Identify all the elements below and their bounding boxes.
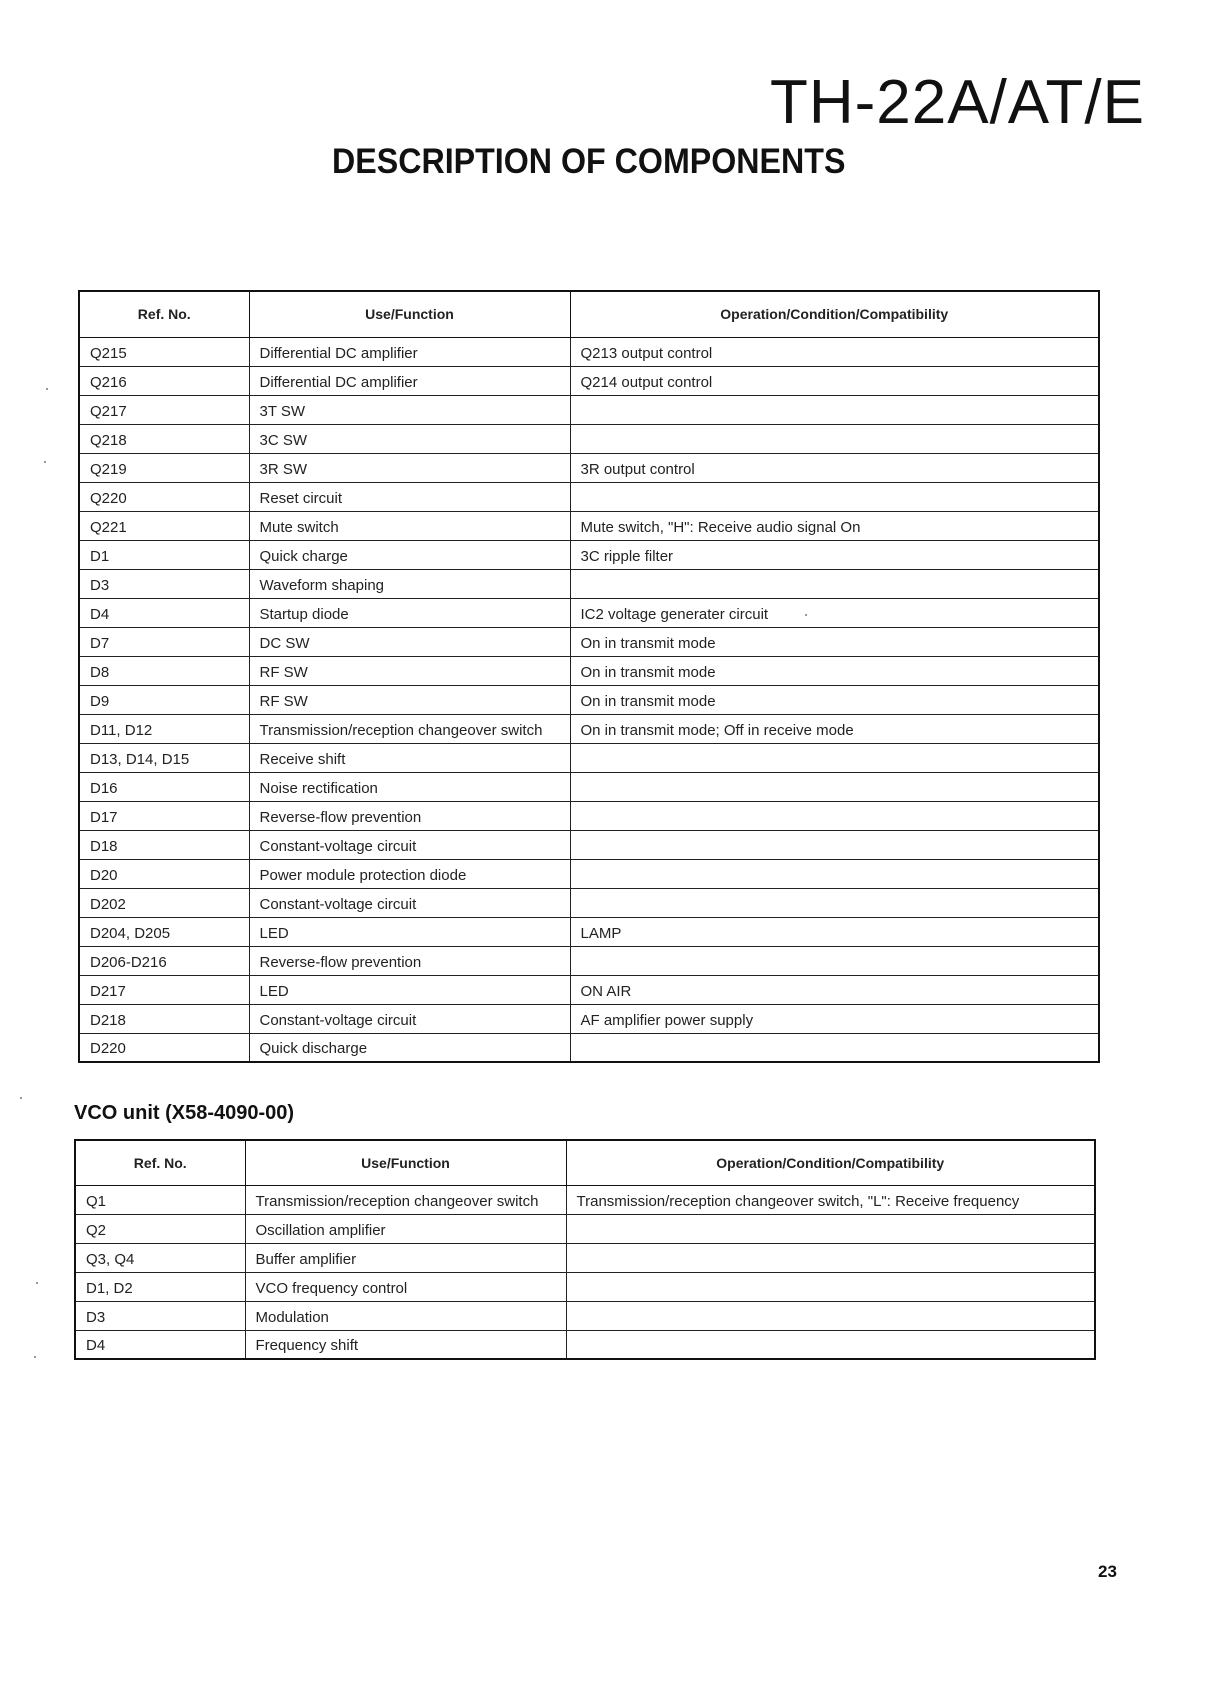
scan-speck: [805, 614, 807, 616]
table-row: [79, 714, 1099, 743]
operation-cell: [570, 743, 1099, 772]
ref-no-cell: D7: [79, 627, 249, 656]
operation-cell: [570, 772, 1099, 801]
table-row: [79, 424, 1099, 453]
operation-cell: [566, 1243, 1095, 1272]
operation-cell: [566, 1214, 1095, 1243]
ref-no-cell: D11, D12: [79, 714, 249, 743]
ref-no-cell: D20: [79, 859, 249, 888]
ref-no-cell: Q218: [79, 424, 249, 453]
operation-cell: On in transmit mode: [570, 656, 1099, 685]
table-row: [79, 598, 1099, 627]
operation-cell: [566, 1301, 1095, 1330]
use-function-cell: Power module protection diode: [249, 859, 570, 888]
use-function-cell: Constant-voltage circuit: [249, 888, 570, 917]
column-header-ref-no: Ref. No.: [75, 1140, 245, 1185]
operation-cell: [570, 569, 1099, 598]
ref-no-cell: D17: [79, 801, 249, 830]
table-row: [79, 801, 1099, 830]
table-row: [79, 366, 1099, 395]
operation-cell: 3R output control: [570, 453, 1099, 482]
operation-cell: [570, 801, 1099, 830]
table-row: [79, 395, 1099, 424]
ref-no-cell: D1, D2: [75, 1272, 245, 1301]
ref-no-cell: D202: [79, 888, 249, 917]
ref-no-cell: Q3, Q4: [75, 1243, 245, 1272]
use-function-cell: Oscillation amplifier: [245, 1214, 566, 1243]
operation-cell: On in transmit mode; Off in receive mode: [570, 714, 1099, 743]
operation-cell: [570, 946, 1099, 975]
ref-no-cell: D4: [75, 1330, 245, 1359]
use-function-cell: Quick discharge: [249, 1033, 570, 1062]
ref-no-cell: D3: [79, 569, 249, 598]
use-function-cell: Mute switch: [249, 511, 570, 540]
use-function-cell: Startup diode: [249, 598, 570, 627]
table-row: [75, 1243, 1095, 1272]
operation-cell: On in transmit mode: [570, 627, 1099, 656]
table-row: [79, 917, 1099, 946]
table-row: [79, 482, 1099, 511]
model-title: TH-22A/AT/E: [769, 68, 1145, 137]
operation-cell: [570, 424, 1099, 453]
ref-no-cell: Q220: [79, 482, 249, 511]
table-row: [79, 1033, 1099, 1062]
table-row: [79, 627, 1099, 656]
operation-cell: [566, 1330, 1095, 1359]
operation-cell: [570, 1033, 1099, 1062]
ref-no-cell: D16: [79, 772, 249, 801]
table-row: [75, 1185, 1095, 1214]
ref-no-cell: Q219: [79, 453, 249, 482]
use-function-cell: LED: [249, 917, 570, 946]
table-row: [79, 830, 1099, 859]
ref-no-cell: D13, D14, D15: [79, 743, 249, 772]
ref-no-cell: D4: [79, 598, 249, 627]
table-row: [75, 1301, 1095, 1330]
operation-cell: On in transmit mode: [570, 685, 1099, 714]
operation-cell: [570, 395, 1099, 424]
use-function-cell: Constant-voltage circuit: [249, 1004, 570, 1033]
column-header-operation: Operation/Condition/Compatibility: [570, 291, 1099, 337]
table-row: [79, 772, 1099, 801]
operation-cell: Q214 output control: [570, 366, 1099, 395]
table-row: [79, 337, 1099, 366]
page-number: 23: [1098, 1562, 1117, 1581]
use-function-cell: 3R SW: [249, 453, 570, 482]
operation-cell: Transmission/reception changeover switch, "L": Receive frequency: [566, 1185, 1095, 1214]
table-row: [79, 569, 1099, 598]
operation-cell: ON AIR: [570, 975, 1099, 1004]
ref-no-cell: D204, D205: [79, 917, 249, 946]
table-row: [79, 743, 1099, 772]
operation-cell: AF amplifier power supply: [570, 1004, 1099, 1033]
table-header-row: [75, 1140, 1095, 1185]
use-function-cell: Transmission/reception changeover switch: [249, 714, 570, 743]
column-header-operation: Operation/Condition/Compatibility: [566, 1140, 1095, 1185]
ref-no-cell: D18: [79, 830, 249, 859]
table-row: [79, 946, 1099, 975]
operation-cell: Q213 output control: [570, 337, 1099, 366]
table-row: [79, 511, 1099, 540]
operation-cell: IC2 voltage generater circuit: [570, 598, 1099, 627]
operation-cell: [570, 859, 1099, 888]
ref-no-cell: Q217: [79, 395, 249, 424]
operation-cell: LAMP: [570, 917, 1099, 946]
operation-cell: 3C ripple filter: [570, 540, 1099, 569]
use-function-cell: Differential DC amplifier: [249, 337, 570, 366]
use-function-cell: DC SW: [249, 627, 570, 656]
use-function-cell: 3T SW: [249, 395, 570, 424]
table-row: [79, 888, 1099, 917]
table-row: [79, 540, 1099, 569]
operation-cell: [570, 830, 1099, 859]
column-header-use-function: Use/Function: [245, 1140, 566, 1185]
use-function-cell: Transmission/reception changeover switch: [245, 1185, 566, 1214]
table-row: [75, 1330, 1095, 1359]
operation-cell: [566, 1272, 1095, 1301]
use-function-cell: Waveform shaping: [249, 569, 570, 598]
vco-section-title: VCO unit (X58-4090-00): [74, 1102, 295, 1124]
ref-no-cell: D9: [79, 685, 249, 714]
ref-no-cell: Q216: [79, 366, 249, 395]
use-function-cell: Quick charge: [249, 540, 570, 569]
use-function-cell: Modulation: [245, 1301, 566, 1330]
ref-no-cell: D217: [79, 975, 249, 1004]
use-function-cell: Noise rectification: [249, 772, 570, 801]
table-header-row: [79, 291, 1099, 337]
use-function-cell: VCO frequency control: [245, 1272, 566, 1301]
use-function-cell: Frequency shift: [245, 1330, 566, 1359]
column-header-ref-no: Ref. No.: [79, 291, 249, 337]
ref-no-cell: D220: [79, 1033, 249, 1062]
table-row: [79, 859, 1099, 888]
scan-speck: [36, 1282, 38, 1284]
ref-no-cell: Q215: [79, 337, 249, 366]
use-function-cell: Buffer amplifier: [245, 1243, 566, 1272]
ref-no-cell: Q221: [79, 511, 249, 540]
use-function-cell: LED: [249, 975, 570, 1004]
table-row: [79, 685, 1099, 714]
table-row: [75, 1272, 1095, 1301]
operation-cell: [570, 482, 1099, 511]
operation-cell: [570, 888, 1099, 917]
use-function-cell: Reverse-flow prevention: [249, 801, 570, 830]
column-header-use-function: Use/Function: [249, 291, 570, 337]
ref-no-cell: D1: [79, 540, 249, 569]
use-function-cell: RF SW: [249, 656, 570, 685]
scan-speck: [46, 388, 48, 390]
ref-no-cell: D206-D216: [79, 946, 249, 975]
scan-speck: [34, 1356, 36, 1358]
components-table: [78, 290, 1100, 1063]
ref-no-cell: D8: [79, 656, 249, 685]
section-title: DESCRIPTION OF COMPONENTS: [332, 142, 846, 181]
scan-speck: [44, 461, 46, 463]
use-function-cell: Differential DC amplifier: [249, 366, 570, 395]
ref-no-cell: Q1: [75, 1185, 245, 1214]
table-row: [79, 1004, 1099, 1033]
table-row: [79, 975, 1099, 1004]
ref-no-cell: D3: [75, 1301, 245, 1330]
table-row: [79, 656, 1099, 685]
use-function-cell: Constant-voltage circuit: [249, 830, 570, 859]
use-function-cell: Reverse-flow prevention: [249, 946, 570, 975]
table-row: [75, 1214, 1095, 1243]
use-function-cell: 3C SW: [249, 424, 570, 453]
ref-no-cell: D218: [79, 1004, 249, 1033]
use-function-cell: Reset circuit: [249, 482, 570, 511]
vco-components-table: [74, 1139, 1096, 1360]
ref-no-cell: Q2: [75, 1214, 245, 1243]
use-function-cell: Receive shift: [249, 743, 570, 772]
scan-speck: [20, 1097, 22, 1099]
use-function-cell: RF SW: [249, 685, 570, 714]
table-row: [79, 453, 1099, 482]
operation-cell: Mute switch, "H": Receive audio signal On: [570, 511, 1099, 540]
